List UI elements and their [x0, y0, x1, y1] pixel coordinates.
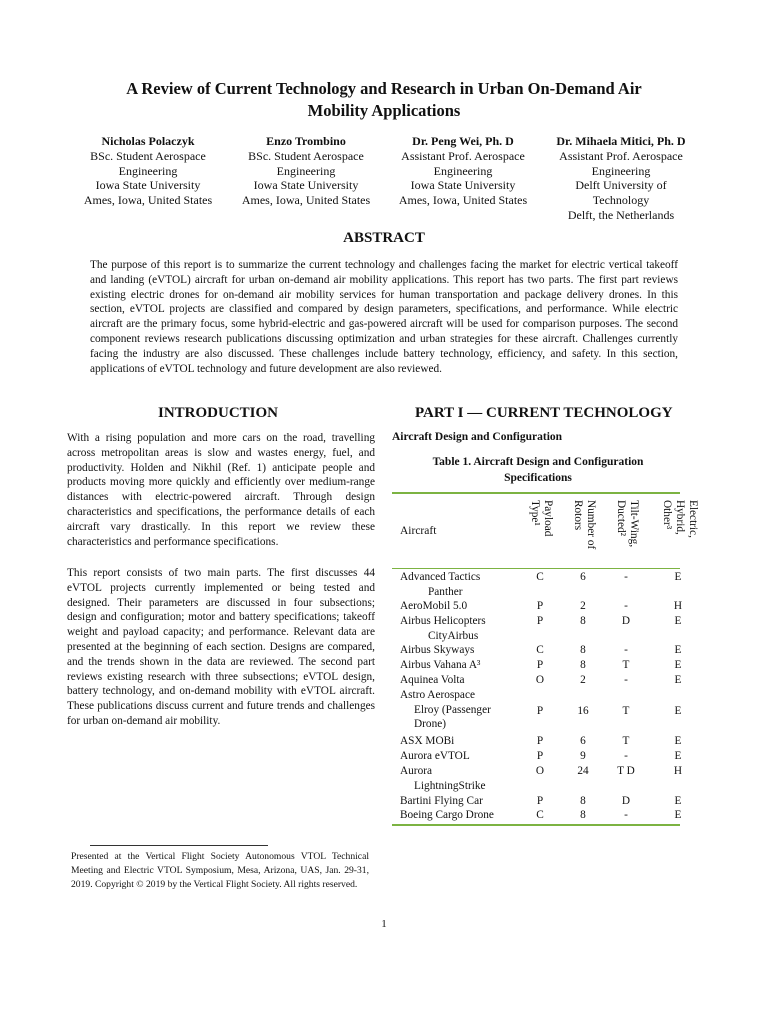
- table-caption: [396, 454, 680, 486]
- payload-cell: P: [536, 705, 544, 717]
- rotors-cell: 24: [577, 765, 589, 777]
- author-affiliation: Engineering: [276, 163, 336, 178]
- introduction-heading: INTRODUCTION: [158, 405, 279, 421]
- author-affiliation: Ames, Iowa, United States: [241, 193, 371, 208]
- payload-cell: P: [536, 615, 544, 627]
- power-cell: H: [673, 600, 683, 612]
- title-line-1: A Review of Current Technology and Research in Urban On-Demand Air: [126, 79, 642, 98]
- rotors-cell: 8: [580, 644, 586, 656]
- tilt-cell: T: [622, 735, 630, 747]
- author-affiliation: Assistant Prof. Aerospace: [401, 148, 525, 163]
- author-affiliation: BSc. Student Aerospace: [90, 148, 206, 163]
- author-4: [541, 134, 701, 223]
- aircraft-name: Airbus Vahana A³: [400, 659, 481, 671]
- power-cell: E: [674, 644, 682, 656]
- author-affiliation: Iowa State University: [410, 178, 516, 193]
- table-header-rule: [392, 568, 680, 569]
- tilt-cell: D: [621, 615, 631, 627]
- rotors-cell: 8: [580, 659, 586, 671]
- aircraft-name: Astro Aerospace Elroy (Passenger Drone): [400, 689, 491, 731]
- aircraft-name: Aurora LightningStrike: [400, 765, 486, 792]
- payload-cell: C: [536, 809, 544, 821]
- aircraft-name: Aurora eVTOL: [400, 750, 470, 762]
- paper-title: [60, 78, 708, 122]
- rotors-cell: 16: [577, 705, 589, 717]
- footnote: Presented at the Vertical Flight Society Autonomous VTOL Technical Meeting and Electric VTOL Symposium, Mesa, Arizona, UAS, Jan. 29-31, 2019. Copyright © 2019 by the Vertical Flight Society. All rights reserved.: [71, 851, 369, 890]
- tilt-cell: -: [624, 750, 628, 762]
- power-cell: E: [674, 674, 682, 686]
- author-2: [226, 134, 386, 208]
- payload-cell: C: [536, 571, 544, 583]
- table-header-tilt: Tilt-Wing, Ducted²: [615, 500, 640, 548]
- author-name: Dr. Peng Wei, Ph. D: [412, 134, 514, 148]
- power-cell: E: [674, 809, 682, 821]
- table-header-aircraft: Aircraft: [400, 525, 437, 537]
- part1-heading: PART I — CURRENT TECHNOLOGY: [415, 405, 673, 421]
- aircraft-name: Airbus Helicopters CityAirbus: [400, 615, 486, 642]
- tilt-cell: T: [622, 705, 630, 717]
- tilt-cell: T D: [617, 765, 635, 777]
- author-1: [68, 134, 228, 208]
- author-affiliation: Technology: [592, 193, 650, 208]
- rotors-cell: 2: [580, 674, 586, 686]
- power-cell: E: [674, 735, 682, 747]
- author-3: [383, 134, 543, 208]
- page-number: 1: [381, 918, 387, 930]
- footnote-divider: [90, 845, 268, 846]
- author-affiliation: Delft University of: [575, 178, 667, 193]
- author-affiliation: Engineering: [433, 163, 493, 178]
- payload-cell: O: [535, 674, 545, 686]
- table-header-payload: Payload Type¹: [529, 500, 554, 537]
- table-caption-line-1: Table 1. Aircraft Design and Configuration: [432, 456, 644, 468]
- author-block: [68, 134, 708, 224]
- payload-cell: O: [535, 765, 545, 777]
- power-cell: E: [674, 795, 682, 807]
- payload-cell: P: [536, 659, 544, 671]
- payload-cell: P: [536, 750, 544, 762]
- author-name: Nicholas Polaczyk: [101, 134, 195, 148]
- tilt-cell: -: [624, 674, 628, 686]
- intro-paragraph-2: This report consists of two main parts. The first discusses 44 eVTOL projects currently implemented or being tested and designed. Their parameters are discussed in four subsections; design and configuration; motor and battery specifications; takeoff weight and payload capacity; and performance. Relevant data are presented at the beginning of each section. Designs are compared, and the trends shown in the data are reviewed. The second part reviews existing research with three subsections; eVTOL design, battery technology, and on-demand mobility with eVTOL aircraft. These publications discuss current and future trends and challenges for urban on-demand air mobility.: [67, 567, 375, 727]
- aircraft-name: Boeing Cargo Drone: [400, 809, 494, 821]
- rotors-cell: 8: [580, 615, 586, 627]
- table-top-rule: [392, 492, 680, 494]
- aircraft-name: Aquinea Volta: [400, 674, 465, 686]
- power-cell: E: [674, 571, 682, 583]
- table-header-rotors: Number of Rotors: [572, 500, 597, 550]
- author-name: Enzo Trombino: [266, 134, 346, 148]
- rotors-cell: 6: [580, 571, 586, 583]
- abstract-heading: ABSTRACT: [343, 230, 425, 246]
- payload-cell: C: [536, 644, 544, 656]
- payload-cell: P: [536, 795, 544, 807]
- subsection-heading: Aircraft Design and Configuration: [392, 431, 563, 443]
- table-bottom-rule: [392, 824, 680, 826]
- rotors-cell: 2: [580, 600, 586, 612]
- table-header-power: Electric, Hybrid, Other³: [661, 500, 699, 538]
- author-affiliation: Engineering: [591, 163, 651, 178]
- tilt-cell: -: [624, 600, 628, 612]
- tilt-cell: -: [624, 809, 628, 821]
- intro-paragraph-1: With a rising population and more cars on the road, travelling across metropolitan areas is slow and wastes energy, fuel, and productivity. Holden and Nikhil (Ref. 1) anticipate people and products moving more quickly and efficiently over medium-range distances with electric-powered aircraft. Through design characteristics and specifications, the performance details of each aircraft vary drastically. In this report we review these characteristics and performance specifications.: [67, 432, 375, 548]
- abstract-text: The purpose of this report is to summarize the current technology and challenges facing the market for electric vertical takeoff and landing (eVTOL) aircraft for urban on-demand air mobility applications. This report has two parts. The first part reviews existing electric drones for on-demand air mobility services for human transportation and package delivery drones. In this section, eVTOL projects are classified and compared by design parameters, specifications, and performance. While electric aircraft are the primary focus, some hybrid-electric and gas-powered aircraft will be used for comparison purposes. The second component reviews research publications discussing optimization and urban strategies for these aircraft. Challenges currently facing the industry are also discussed. These challenges include battery technology, efficiency, and safety. In this section, applications of eVTOL technology and future development are also reviewed.: [90, 259, 678, 375]
- author-affiliation: Assistant Prof. Aerospace: [559, 148, 683, 163]
- power-cell: E: [674, 705, 682, 717]
- power-cell: H: [673, 765, 683, 777]
- author-affiliation: Iowa State University: [253, 178, 359, 193]
- payload-cell: P: [536, 735, 544, 747]
- rotors-cell: 8: [580, 809, 586, 821]
- aircraft-name: Advanced Tactics Panther: [400, 571, 481, 598]
- payload-cell: P: [536, 600, 544, 612]
- author-name: Dr. Mihaela Mitici, Ph. D: [556, 134, 686, 148]
- power-cell: E: [674, 750, 682, 762]
- rotors-cell: 8: [580, 795, 586, 807]
- power-cell: E: [674, 659, 682, 671]
- author-affiliation: Ames, Iowa, United States: [398, 193, 528, 208]
- title-line-2: Mobility Applications: [307, 101, 461, 120]
- tilt-cell: -: [624, 644, 628, 656]
- rotors-cell: 9: [580, 750, 586, 762]
- author-affiliation: Iowa State University: [95, 178, 201, 193]
- tilt-cell: -: [624, 571, 628, 583]
- tilt-cell: T: [622, 659, 630, 671]
- power-cell: E: [674, 615, 682, 627]
- aircraft-name: Bartini Flying Car: [400, 795, 483, 807]
- aircraft-name: Airbus Skyways: [400, 644, 475, 656]
- author-affiliation: Engineering: [118, 163, 178, 178]
- author-affiliation: Ames, Iowa, United States: [83, 193, 213, 208]
- tilt-cell: D: [621, 795, 631, 807]
- table-caption-line-2: Specifications: [504, 472, 572, 484]
- rotors-cell: 6: [580, 735, 586, 747]
- aircraft-name: ASX MOBi: [400, 735, 455, 747]
- aircraft-name: AeroMobil 5.0: [400, 600, 468, 612]
- author-affiliation: Delft, the Netherlands: [567, 207, 675, 222]
- author-affiliation: BSc. Student Aerospace: [248, 148, 364, 163]
